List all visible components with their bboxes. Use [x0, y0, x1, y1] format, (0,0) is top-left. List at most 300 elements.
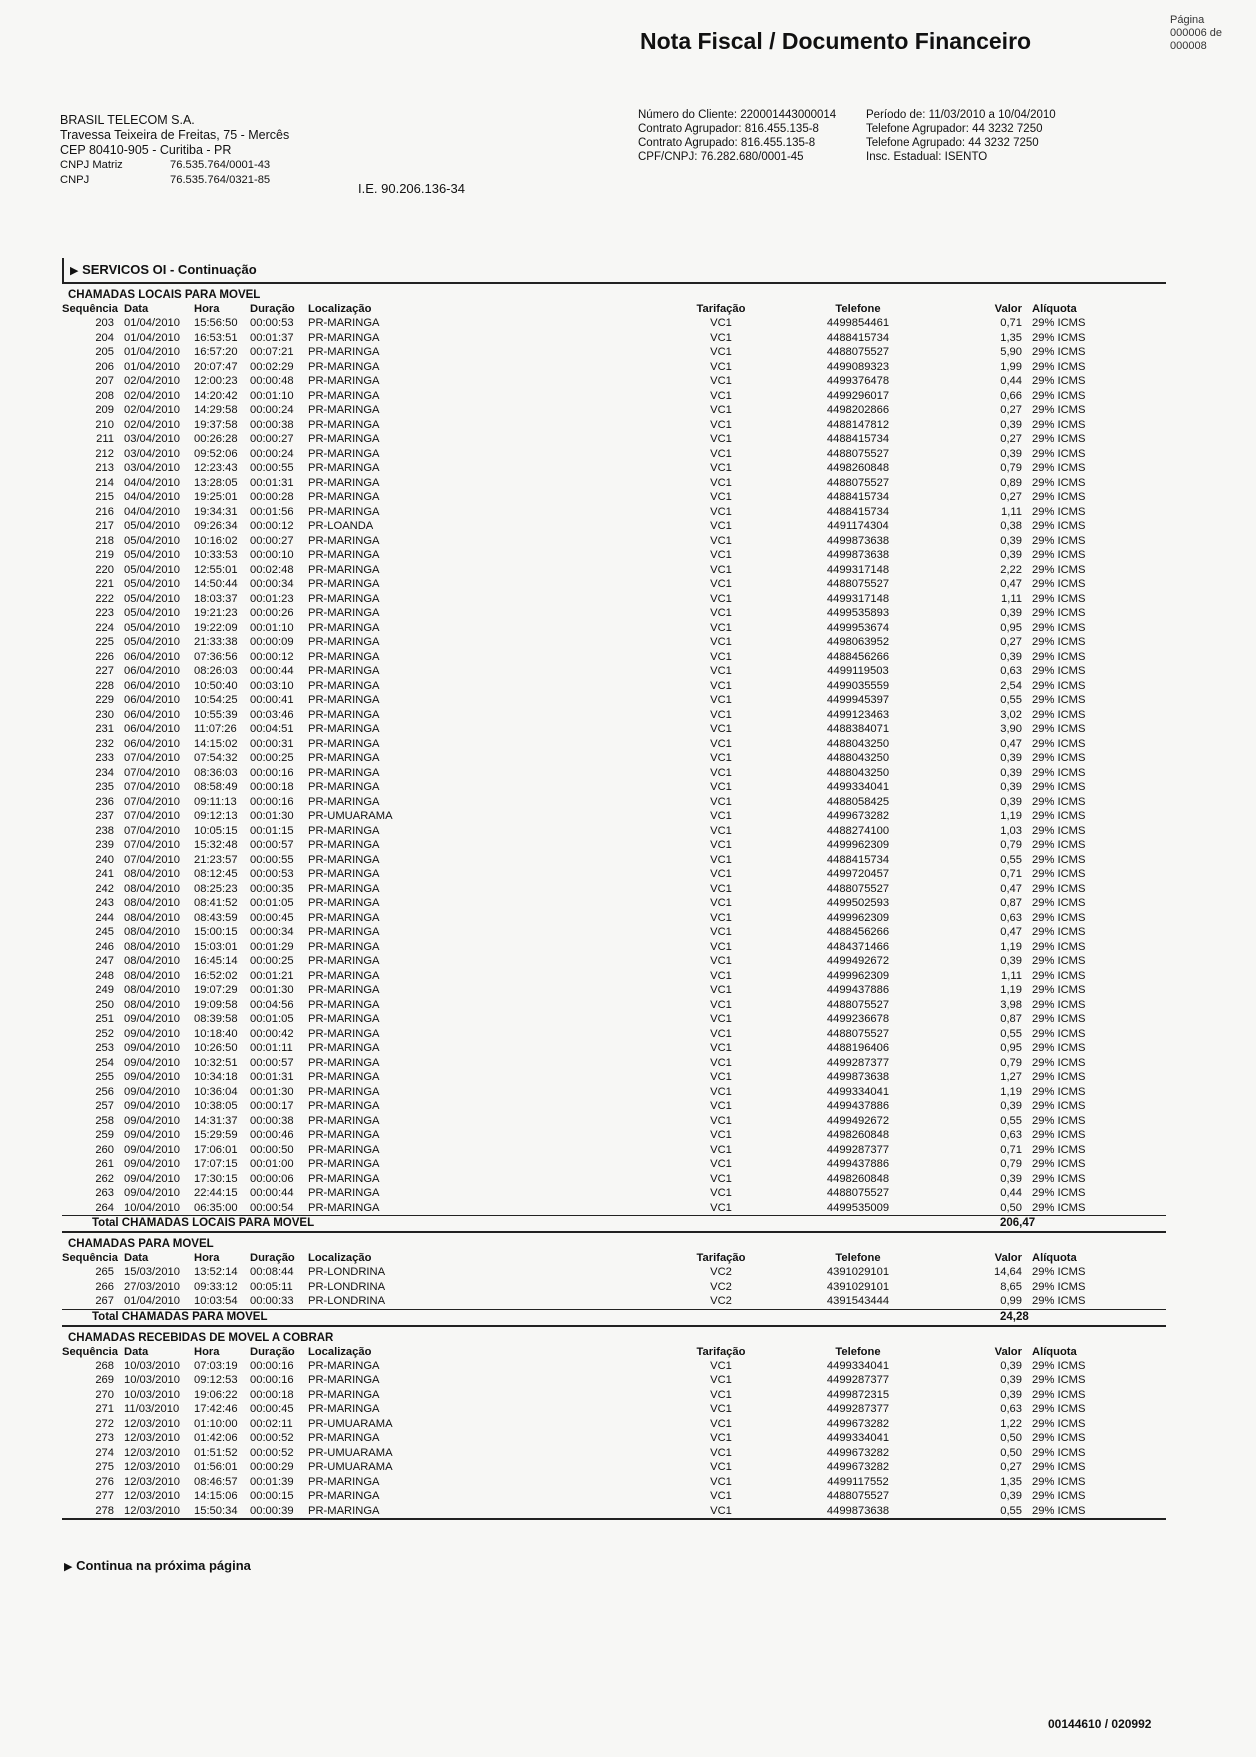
cell-duracao: 00:00:26 [250, 607, 294, 619]
cell-data: 09/04/2010 [124, 1013, 180, 1025]
cell-duracao: 00:00:54 [250, 1201, 294, 1214]
cell-local: PR-MARINGA [308, 694, 380, 706]
cell-aliq: 29% ICMS [1032, 578, 1086, 590]
cell-hora: 18:03:37 [194, 592, 238, 605]
cell-data: 05/04/2010 [124, 563, 180, 576]
cnpj-matriz-row [60, 158, 289, 173]
cell-hora: 17:06:01 [194, 1143, 238, 1156]
cell-seq: 247 [95, 955, 114, 967]
cell-tel: 4499535009 [826, 1201, 890, 1214]
cell-seq: 225 [95, 636, 114, 648]
cell-seq: 260 [95, 1143, 114, 1156]
table-row [62, 853, 1166, 868]
table-row [62, 954, 1166, 969]
cell-local: PR-MARINGA [308, 766, 380, 779]
table-row [62, 766, 1166, 781]
cell-tel: 4488043250 [826, 766, 890, 779]
cell-seq: 205 [95, 346, 114, 358]
cell-tarif: VC1 [710, 1100, 732, 1112]
cell-duracao: 00:00:46 [250, 1129, 294, 1141]
cell-tel: 4488415734 [826, 433, 890, 445]
cell-seq: 232 [95, 737, 114, 750]
cell-data: 12/03/2010 [124, 1446, 180, 1459]
cell-seq: 212 [95, 447, 114, 460]
cell-valor: 0,55 [1000, 853, 1022, 866]
cell-data: 07/04/2010 [124, 766, 180, 779]
cell-valor: 1,19 [1000, 940, 1022, 953]
cell-tel: 4488274100 [826, 824, 890, 837]
cell-tel: 4488075527 [826, 1027, 890, 1040]
cell-tarif: VC1 [710, 1129, 732, 1141]
cell-tarif: VC1 [710, 853, 732, 866]
table-row [62, 1027, 1166, 1042]
cell-local: PR-MARINGA [308, 360, 380, 373]
cell-tarif: VC1 [710, 998, 732, 1011]
cell-hora: 01:10:00 [194, 1417, 238, 1430]
column-header-tel: Telefone [835, 303, 881, 315]
cell-duracao: 00:01:31 [250, 476, 294, 489]
company-name: BRASIL TELECOM S.A. [60, 113, 195, 127]
cell-data: 02/04/2010 [124, 418, 180, 431]
contrato-agrupado: Contrato Agrupado: 816.455.135-8 [638, 137, 816, 149]
cell-local: PR-MARINGA [308, 969, 380, 982]
table-row [62, 331, 1166, 346]
cell-tarif: VC1 [710, 940, 732, 953]
table-row [62, 432, 1166, 447]
cell-tel: 4498260848 [826, 462, 890, 474]
column-header-duracao: Duração [250, 303, 295, 315]
cell-duracao: 00:00:50 [250, 1143, 294, 1156]
cell-local: PR-MARINGA [308, 1085, 380, 1098]
cell-aliq: 29% ICMS [1032, 955, 1086, 967]
cell-tel: 4499317148 [826, 592, 890, 605]
table-row [62, 809, 1166, 824]
cell-seq: 275 [95, 1461, 114, 1473]
cell-hora: 10:16:02 [194, 534, 238, 547]
cell-data: 05/04/2010 [124, 534, 180, 547]
column-header-tel: Telefone [835, 1252, 881, 1264]
cell-duracao: 00:00:48 [250, 375, 294, 387]
cell-data: 01/04/2010 [124, 317, 180, 329]
cell-aliq: 29% ICMS [1032, 911, 1086, 924]
cell-tel: 4499673282 [826, 1461, 890, 1473]
cell-tel: 4499492672 [826, 955, 890, 967]
cell-tarif: VC1 [710, 694, 732, 706]
cell-hora: 19:09:58 [194, 998, 238, 1011]
period-info [866, 108, 1056, 164]
cell-duracao: 00:04:51 [250, 723, 294, 735]
cell-aliq: 29% ICMS [1032, 723, 1086, 735]
cell-aliq: 29% ICMS [1032, 824, 1086, 837]
cell-valor: 0,55 [1000, 1027, 1022, 1040]
cell-tel: 4499334041 [826, 1432, 890, 1444]
cell-hora: 09:52:06 [194, 447, 238, 460]
cell-local: PR-UMUARAMA [308, 1446, 393, 1459]
cell-aliq: 29% ICMS [1032, 766, 1086, 779]
cell-tarif: VC1 [710, 375, 732, 387]
cell-hora: 07:03:19 [194, 1359, 238, 1372]
cell-tel: 4488456266 [826, 926, 890, 938]
cell-valor: 0,63 [1000, 911, 1022, 924]
cell-tel: 4499437886 [826, 1100, 890, 1112]
cell-valor: 1,11 [1001, 505, 1022, 518]
triangle-right-icon: ▶ [70, 265, 79, 277]
table-row [62, 737, 1166, 752]
cell-data: 10/04/2010 [124, 1201, 180, 1214]
cell-tel: 4499673282 [826, 1417, 890, 1430]
cell-valor: 1,19 [1000, 1085, 1022, 1098]
cell-hora: 08:46:57 [194, 1475, 238, 1488]
cell-hora: 21:23:57 [194, 853, 238, 866]
cell-data: 07/04/2010 [124, 752, 180, 764]
cell-tel: 4499317148 [826, 563, 890, 576]
cell-duracao: 00:04:56 [250, 998, 294, 1011]
cell-duracao: 00:00:31 [250, 737, 294, 750]
cell-hora: 19:22:09 [194, 621, 238, 634]
cell-valor: 0,39 [1000, 447, 1022, 460]
cell-aliq: 29% ICMS [1032, 1280, 1086, 1293]
cell-local: PR-MARINGA [308, 650, 380, 663]
cell-data: 08/04/2010 [124, 955, 180, 967]
cell-valor: 0,39 [1000, 1490, 1022, 1502]
cell-data: 09/04/2010 [124, 1158, 180, 1170]
cell-local: PR-MARINGA [308, 1172, 380, 1185]
cell-tarif: VC1 [710, 636, 732, 648]
cell-tarif: VC1 [710, 766, 732, 779]
cell-local: PR-MARINGA [308, 708, 380, 721]
cell-tarif: VC1 [710, 389, 732, 402]
cell-tel: 4499673282 [826, 1446, 890, 1459]
cell-data: 06/04/2010 [124, 723, 180, 735]
cell-tarif: VC1 [710, 1446, 732, 1459]
cell-seq: 236 [95, 795, 114, 808]
cell-data: 09/04/2010 [124, 1071, 180, 1083]
cell-seq: 215 [95, 491, 114, 503]
cell-tarif: VC1 [710, 563, 732, 576]
cell-tarif: VC1 [710, 1056, 732, 1069]
cnpj-matriz-value: 76.535.764/0001-43 [170, 159, 271, 171]
cell-duracao: 00:01:05 [250, 1013, 294, 1025]
table-row [62, 389, 1166, 404]
cell-valor: 8,65 [1000, 1280, 1022, 1293]
cell-seq: 206 [95, 360, 114, 373]
table-row [62, 693, 1166, 708]
column-header-seq: Sequência [62, 1345, 118, 1358]
cell-seq: 252 [95, 1027, 114, 1040]
cell-valor: 1,35 [1000, 1475, 1022, 1488]
cell-local: PR-MARINGA [308, 679, 380, 692]
cell-tel: 4499334041 [826, 1359, 890, 1372]
cell-duracao: 00:00:29 [250, 1461, 294, 1473]
cell-aliq: 29% ICMS [1032, 897, 1086, 909]
cell-seq: 238 [95, 824, 114, 837]
cell-duracao: 00:00:42 [250, 1027, 294, 1040]
cell-hora: 09:33:12 [194, 1280, 238, 1293]
cell-hora: 16:45:14 [194, 955, 238, 967]
column-headers [62, 1345, 1166, 1359]
cell-seq: 224 [95, 621, 114, 634]
cell-tarif: VC1 [710, 1475, 732, 1488]
cell-hora: 17:42:46 [194, 1403, 238, 1415]
cell-tel: 4499945397 [826, 694, 890, 706]
cell-hora: 19:25:01 [194, 491, 238, 503]
cell-seq: 222 [95, 592, 114, 605]
cell-tarif: VC1 [710, 679, 732, 692]
cell-aliq: 29% ICMS [1032, 563, 1086, 576]
cell-tel: 4488043250 [826, 752, 890, 764]
cell-duracao: 00:00:33 [250, 1295, 294, 1307]
company-info [60, 113, 289, 187]
cell-tarif: VC1 [710, 1388, 732, 1401]
cell-hora: 17:30:15 [194, 1172, 238, 1185]
cell-valor: 0,87 [1000, 1013, 1022, 1025]
cell-hora: 10:32:51 [194, 1056, 238, 1069]
cell-local: PR-MARINGA [308, 868, 380, 880]
cell-tarif: VC1 [710, 360, 732, 373]
cell-tel: 4488075527 [826, 1490, 890, 1502]
cell-hora: 10:03:54 [194, 1295, 238, 1307]
total-value: 206,47 [1000, 1217, 1036, 1229]
cell-tarif: VC1 [710, 1187, 732, 1199]
cell-valor: 0,79 [1000, 839, 1022, 851]
cell-seq: 231 [95, 723, 114, 735]
cell-tel: 4488075527 [826, 998, 890, 1011]
cell-tarif: VC1 [710, 955, 732, 967]
cell-aliq: 29% ICMS [1032, 505, 1086, 518]
column-header-valor: Valor [994, 1252, 1022, 1264]
cell-local: PR-LONDRINA [308, 1295, 386, 1307]
cell-seq: 265 [95, 1266, 114, 1278]
cell-valor: 0,39 [1000, 607, 1022, 619]
cell-valor: 0,79 [1000, 1056, 1022, 1069]
cell-valor: 1,03 [1000, 824, 1022, 837]
cell-data: 09/04/2010 [124, 1143, 180, 1156]
cell-valor: 0,71 [1000, 1143, 1022, 1156]
cell-duracao: 00:00:10 [250, 549, 294, 561]
cell-valor: 0,95 [1000, 621, 1022, 634]
cell-valor: 0,39 [1000, 1359, 1022, 1372]
inscricao-estadual-client: Insc. Estadual: ISENTO [866, 151, 988, 163]
cell-hora: 16:52:02 [194, 969, 238, 982]
table-row [62, 1070, 1166, 1085]
cell-data: 09/04/2010 [124, 1042, 180, 1054]
cell-tel: 4499872315 [826, 1388, 890, 1401]
cell-tarif: VC1 [710, 549, 732, 561]
cell-hora: 12:00:23 [194, 375, 238, 387]
cell-seq: 235 [95, 781, 114, 793]
cell-seq: 223 [95, 607, 114, 619]
cell-valor: 0,39 [1000, 534, 1022, 547]
cell-tel: 4488075527 [826, 476, 890, 489]
cell-valor: 0,55 [1000, 694, 1022, 706]
section-header [62, 258, 1166, 284]
cell-valor: 1,35 [1000, 331, 1022, 344]
cell-hora: 10:05:15 [194, 824, 238, 837]
cell-aliq: 29% ICMS [1032, 998, 1086, 1011]
call-blocks [62, 288, 1166, 1520]
cell-hora: 13:28:05 [194, 476, 238, 489]
footer-code: 00144610 / 020992 [1048, 1717, 1152, 1731]
cell-hora: 10:55:39 [194, 708, 238, 721]
cell-duracao: 00:05:11 [250, 1280, 293, 1293]
cell-aliq: 29% ICMS [1032, 679, 1086, 692]
table-row [62, 1114, 1166, 1129]
cell-tarif: VC1 [710, 1490, 732, 1502]
table-row [62, 824, 1166, 839]
cell-data: 05/04/2010 [124, 578, 180, 590]
cell-data: 06/04/2010 [124, 737, 180, 750]
cell-local: PR-MARINGA [308, 1013, 380, 1025]
cell-local: PR-MARINGA [308, 1071, 380, 1083]
cell-aliq: 29% ICMS [1032, 853, 1086, 866]
cell-aliq: 29% ICMS [1032, 1461, 1086, 1473]
cell-local: PR-MARINGA [308, 549, 380, 561]
cell-seq: 253 [95, 1042, 114, 1054]
cell-valor: 0,39 [1000, 781, 1022, 793]
cell-aliq: 29% ICMS [1032, 665, 1086, 677]
cell-valor: 0,39 [1000, 1100, 1022, 1112]
cell-tarif: VC1 [710, 665, 732, 677]
cell-seq: 207 [95, 375, 114, 387]
cell-seq: 214 [95, 476, 114, 489]
cell-seq: 259 [95, 1129, 114, 1141]
column-header-seq: Sequência [62, 1252, 118, 1264]
cell-seq: 203 [95, 317, 114, 329]
cell-valor: 0,63 [1000, 1129, 1022, 1141]
cell-hora: 15:56:50 [194, 317, 238, 329]
column-header-data: Data [124, 303, 149, 315]
cell-aliq: 29% ICMS [1032, 1143, 1086, 1156]
cell-tarif: VC1 [710, 926, 732, 938]
cell-hora: 10:34:18 [194, 1071, 238, 1083]
cell-tarif: VC1 [710, 969, 732, 982]
cell-valor: 0,47 [1000, 926, 1022, 938]
cell-duracao: 00:00:39 [250, 1504, 294, 1517]
table-row [62, 1417, 1166, 1432]
cell-local: PR-MARINGA [308, 781, 380, 793]
cell-data: 09/04/2010 [124, 1027, 180, 1040]
cell-local: PR-MARINGA [308, 665, 380, 677]
cell-local: PR-MARINGA [308, 505, 380, 518]
table-row [62, 882, 1166, 897]
cell-aliq: 29% ICMS [1032, 969, 1086, 982]
cell-tarif: VC1 [710, 476, 732, 489]
table-row [62, 1388, 1166, 1403]
cell-duracao: 00:00:18 [250, 781, 294, 793]
cell-tel: 4488415734 [826, 505, 890, 518]
cell-aliq: 29% ICMS [1032, 346, 1086, 358]
call-block [62, 288, 1166, 1233]
cell-local: PR-MARINGA [308, 1475, 380, 1488]
cell-duracao: 00:00:25 [250, 955, 294, 967]
cell-aliq: 29% ICMS [1032, 621, 1086, 634]
cell-aliq: 29% ICMS [1032, 360, 1086, 373]
cell-duracao: 00:02:11 [250, 1417, 293, 1430]
cell-hora: 19:21:23 [194, 607, 238, 619]
cell-valor: 0,55 [1000, 1114, 1022, 1127]
cell-seq: 277 [95, 1490, 114, 1502]
cell-local: PR-MARINGA [308, 447, 380, 460]
cell-local: PR-MARINGA [308, 1114, 380, 1127]
cell-hora: 08:26:03 [194, 665, 238, 677]
cell-duracao: 00:02:48 [250, 563, 294, 576]
contrato-agrupador: Contrato Agrupador: 816.455.135-8 [638, 123, 819, 135]
cell-hora: 08:12:45 [194, 868, 238, 880]
cell-data: 03/04/2010 [124, 447, 180, 460]
cell-hora: 15:00:15 [194, 926, 238, 938]
cell-tarif: VC1 [710, 418, 732, 431]
table-row [62, 838, 1166, 853]
cell-duracao: 00:01:00 [250, 1158, 294, 1170]
cell-tel: 4499492672 [826, 1114, 890, 1127]
cell-tarif: VC1 [710, 578, 732, 590]
cell-seq: 248 [95, 969, 114, 982]
cell-aliq: 29% ICMS [1032, 810, 1086, 822]
cell-data: 04/04/2010 [124, 491, 180, 503]
cell-tel: 4499334041 [826, 781, 890, 793]
cell-valor: 0,44 [1000, 1187, 1022, 1199]
cell-duracao: 00:01:21 [250, 969, 294, 982]
cell-local: PR-MARINGA [308, 563, 380, 576]
cell-hora: 14:31:37 [194, 1114, 238, 1127]
cell-tarif: VC1 [710, 1201, 732, 1214]
cell-tel: 4484371466 [826, 940, 890, 953]
cell-tarif: VC1 [710, 839, 732, 851]
cell-duracao: 00:01:56 [250, 505, 294, 518]
cell-seq: 228 [95, 679, 114, 692]
cell-local: PR-MARINGA [308, 1201, 380, 1214]
cell-tarif: VC1 [710, 1085, 732, 1098]
continue-note [64, 1558, 251, 1573]
total-label: Total CHAMADAS PARA MOVEL [92, 1310, 268, 1323]
cell-local: PR-MARINGA [308, 737, 380, 750]
cell-duracao: 00:00:52 [250, 1446, 294, 1459]
cell-local: PR-MARINGA [308, 1143, 380, 1156]
column-header-data: Data [124, 1345, 149, 1358]
cell-duracao: 00:08:44 [250, 1266, 294, 1278]
cell-seq: 239 [95, 839, 114, 851]
cell-data: 07/04/2010 [124, 824, 180, 837]
cell-data: 04/04/2010 [124, 505, 180, 518]
cell-tarif: VC1 [710, 592, 732, 605]
inscricao-estadual: I.E. 90.206.136-34 [358, 181, 465, 196]
cell-duracao: 00:00:45 [250, 1403, 294, 1415]
cell-seq: 220 [95, 563, 114, 576]
cell-seq: 266 [95, 1280, 114, 1293]
cell-data: 12/03/2010 [124, 1461, 180, 1473]
cell-local: PR-MARINGA [308, 1100, 380, 1112]
cell-tel: 4488043250 [826, 737, 890, 750]
cell-tarif: VC1 [710, 534, 732, 547]
cell-tel: 4488384071 [826, 723, 890, 735]
cell-local: PR-MARINGA [308, 1129, 380, 1141]
cell-hora: 09:11:13 [194, 795, 237, 808]
cell-data: 01/04/2010 [124, 346, 180, 358]
cell-duracao: 00:03:46 [250, 708, 294, 721]
cell-data: 12/03/2010 [124, 1504, 180, 1517]
table-row [62, 969, 1166, 984]
cpf-cnpj: CPF/CNPJ: 76.282.680/0001-45 [638, 151, 804, 163]
cell-valor: 0,39 [1000, 549, 1022, 561]
cell-aliq: 29% ICMS [1032, 389, 1086, 402]
table-row [62, 548, 1166, 563]
table-row [62, 418, 1166, 433]
cell-duracao: 00:00:27 [250, 534, 294, 547]
cell-hora: 01:56:01 [194, 1461, 238, 1473]
cell-tarif: VC1 [710, 911, 732, 924]
telefone-agrupado: Telefone Agrupado: 44 3232 7250 [866, 137, 1039, 149]
cell-data: 06/04/2010 [124, 694, 180, 706]
